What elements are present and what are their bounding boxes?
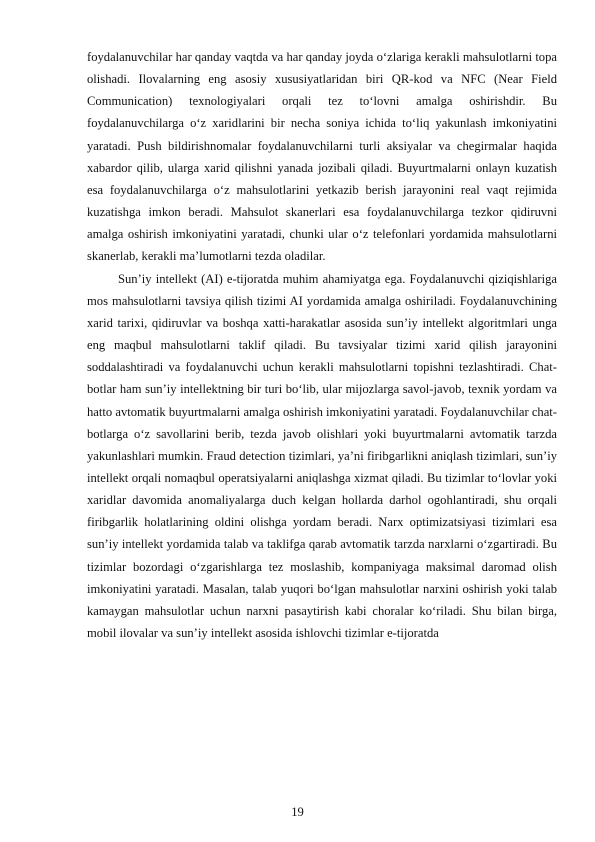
paragraph-mobile-apps: foydalanuvchilar har qanday vaqtda va har qanday joyda o‘zlariga kerakli mahsulotlarni topa olishadi. Ilovalarning eng asosiy xususiyatlaridan biri QR-kod va NFC (Near Field Communication) texnologiyalari orqali tez to‘lovni amalga oshirishdir. Bu foydalanuvchilarga o‘z xaridlarini bir necha soniya ichida to‘liq yakunlash imkoniyatini yaratadi. Push bildirishnomalar foydalanuvchilarni turli aksiyalar va chegirmalar haqida xabardor qilib, ularga xarid qilishni yanada jozibali qiladi. Buyurtmalarni onlayn kuzatish esa foydalanuvchilarga o‘z mahsulotlarini yetkazib berish jarayonini real vaqt rejimida kuzatishga imkon beradi. Mahsulot skanerlari esa foydalanuvchilarga tezkor qidiruvni amalga oshirish imkoniyatini yaratadi, chunki ular o‘z telefonlari yordamida mahsulotlarni skanerlab, kerakli ma’lumotlarni tezda oladilar. <box>87 50 557 264</box>
page-number: 19 <box>291 805 304 819</box>
paragraph-artificial-intelligence: Sun’iy intellekt (AI) e-tijoratda muhim ahamiyatga ega. Foydalanuvchi qiziqishlariga mos mahsulotlarni tavsiya qilish tizimi AI yordamida amalga oshiriladi. Foydalanuvchining xarid tarixi, qidiruvlar va boshqa xatti-harakatlar asosida sun’iy intellekt algoritmlari unga eng maqbul mahsulotlarni taklif qiladi. Bu tavsiyalar tizimi xarid qilish jarayonini soddalashtiradi va foydalanuvchi uchun kerakli mahsulotlarni topishni tezlashtiradi. Chat-botlar ham sun’iy intellektning bir turi bo‘lib, ular mijozlarga savol-javob, texnik yordam va hatto avtomatik buyurtmalarni amalga oshirish imkoniyatini yaratadi. Foydalanuvchilar chat-botlarga o‘z savollarini berib, tezda javob olishlari yoki buyurtmalarni avtomatik tarzda yakunlashlari mumkin. Fraud detection tizimlari, ya’ni firibgarlikni aniqlash tizimlari, sun’iy intellekt orqali nomaqbul operatsiyalarni aniqlashga xizmat qiladi. Bu tizimlar to‘lovlar yoki xaridlar davomida anomaliyalarga duch kelgan hollarda darhol ogohlantiradi, shu orqali firibgarlik holatlarining oldini olishga yordam beradi. Narx optimizatsiyasi tizimlari esa sun’iy intellekt yordamida talab va taklifga qarab avtomatik tarzda narxlarni o‘zgartiradi. Bu tizimlar bozordagi o‘zgarishlarga tez moslashib, kompaniyaga maksimal daromad olish imkoniyatini yaratadi. Masalan, talab yuqori bo‘lgan mahsulotlar narxini oshirish yoki talab kamaygan mahsulotlar uchun narxni pasaytirish kabi choralar ko‘riladi. Shu bilan birga, mobil ilovalar va sun’iy intellekt asosida ishlovchi tizimlar e-tijoratda <box>87 271 557 641</box>
document-page <box>87 46 557 644</box>
